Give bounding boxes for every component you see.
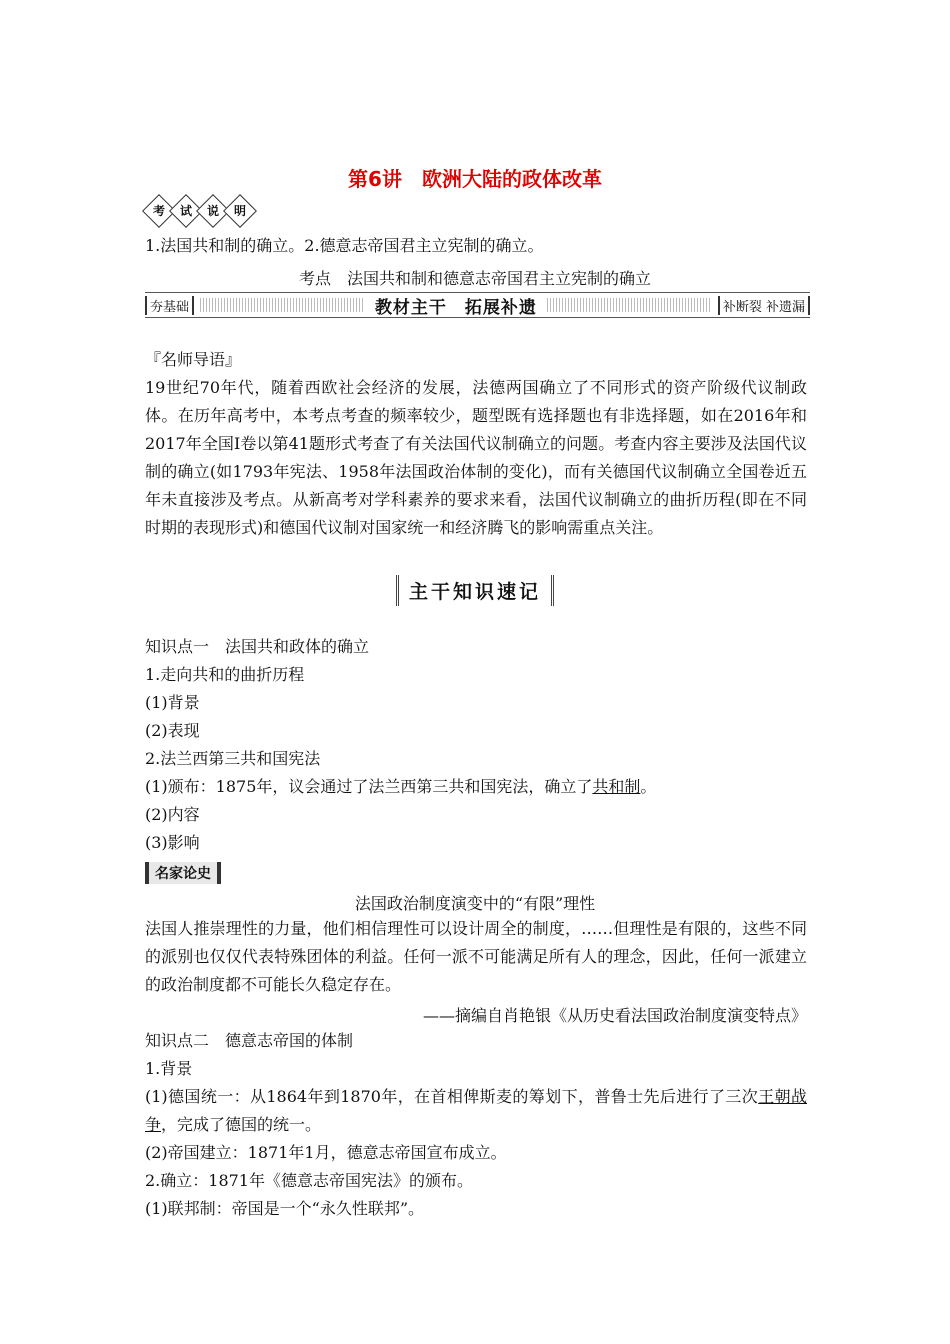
expert-commentary-tag: 名家论史 — [145, 862, 221, 884]
banner-left-label: 夯基础 — [145, 296, 194, 315]
quote-source: ——摘编自肖艳银《从历史看法国政治制度演变特点》 — [422, 1006, 807, 1025]
kp1-heading: 知识点一 法国共和政体的确立 — [145, 637, 370, 656]
banner-right-label: 补断裂 补遗漏 — [718, 296, 810, 315]
banner-center-label: 教材主干 拓展补遗 — [374, 297, 537, 318]
exam-scope: 1.法国共和制的确立。2.德意志帝国君主立宪制的确立。 — [145, 236, 544, 255]
kp1-item2a: (1)颁布：1875年，议会通过了法兰西第三共和国宪法，确立了共和制。 — [145, 777, 657, 796]
quote-title: 法国政治制度演变中的“有限”理性 — [354, 894, 596, 913]
section-title: 主干知识速记 — [0, 575, 950, 606]
kp2-item1: 1.背景 — [145, 1059, 193, 1078]
exam-notes-label — [147, 199, 252, 223]
kp1-item1a: (1)背景 — [145, 693, 200, 712]
guide-paragraph: 19世纪70年代，随着西欧社会经济的发展，法德两国确立了不同形式的资产阶级代议制政体。在历年高考中，本考点考查的频率较少，题型既有选择题也有非选择题，如在2016年和2017年全国Ⅰ卷以第41题形式考查了有关法国代议制确立的问题。考查内容主要涉及法国代议制的确立(如1793年宪法、1958年法国政治体制的变化)，而有关德国代议制确立全国卷近五年未直接涉及考点。从新高考对学科素养的要求来看，法国代议制确立的曲折历程(即在不同时期的表现形式)和德国代议制对国家统一和经济腾飞的影响需重点关注。 — [145, 378, 807, 537]
exam-label-char: 考 — [152, 203, 166, 218]
kp2-item1a: (1)德国统一：从1864年到1870年，在首相俾斯麦的筹划下，普鲁士先后进行了三次王朝战争，完成了德国的统一。 — [145, 1087, 807, 1134]
kp2-item2a: (1)联邦制：帝国是一个“永久性联邦”。 — [145, 1199, 425, 1218]
kp1-item2: 2.法兰西第三共和国宪法 — [145, 749, 321, 768]
kp1-item2b: (2)内容 — [145, 805, 200, 824]
kp2-item2: 2.确立：1871年《德意志帝国宪法》的颁布。 — [145, 1171, 473, 1190]
exam-label-char: 试 — [179, 203, 193, 218]
kp2-heading: 知识点二 德意志帝国的体制 — [145, 1031, 354, 1050]
guide-heading: 『名师导语』 — [145, 350, 242, 369]
answer-blank: 共和制 — [592, 777, 641, 796]
section-banner — [145, 292, 810, 318]
kp2-item1b: (2)帝国建立：1871年1月，德意志帝国宣布成立。 — [145, 1143, 507, 1162]
quote-text: 法国人推崇理性的力量，他们相信理性可以设计周全的制度，……但理性是有限的，这些不同的派别也仅仅代表特殊团体的利益。任何一派不可能满足所有人的理念，因此，任何一派建立的政治制度都不可能长久稳定存在。 — [145, 919, 807, 994]
kp1-item1: 1.走向共和的曲折历程 — [145, 665, 305, 684]
exam-label-char: 说 — [206, 203, 220, 218]
answer-blank: 战争 — [145, 1087, 807, 1134]
topic-heading: 考点 法国共和制和德意志帝国君主立宪制的确立 — [298, 269, 651, 288]
kp1-item1b: (2)表现 — [145, 721, 200, 740]
answer-blank: 王朝 — [758, 1087, 791, 1106]
exam-label-char: 明 — [233, 203, 247, 218]
kp1-item2c: (3)影响 — [145, 833, 200, 852]
lesson-title: 第6讲 欧洲大陆的政体改革 — [348, 167, 602, 191]
